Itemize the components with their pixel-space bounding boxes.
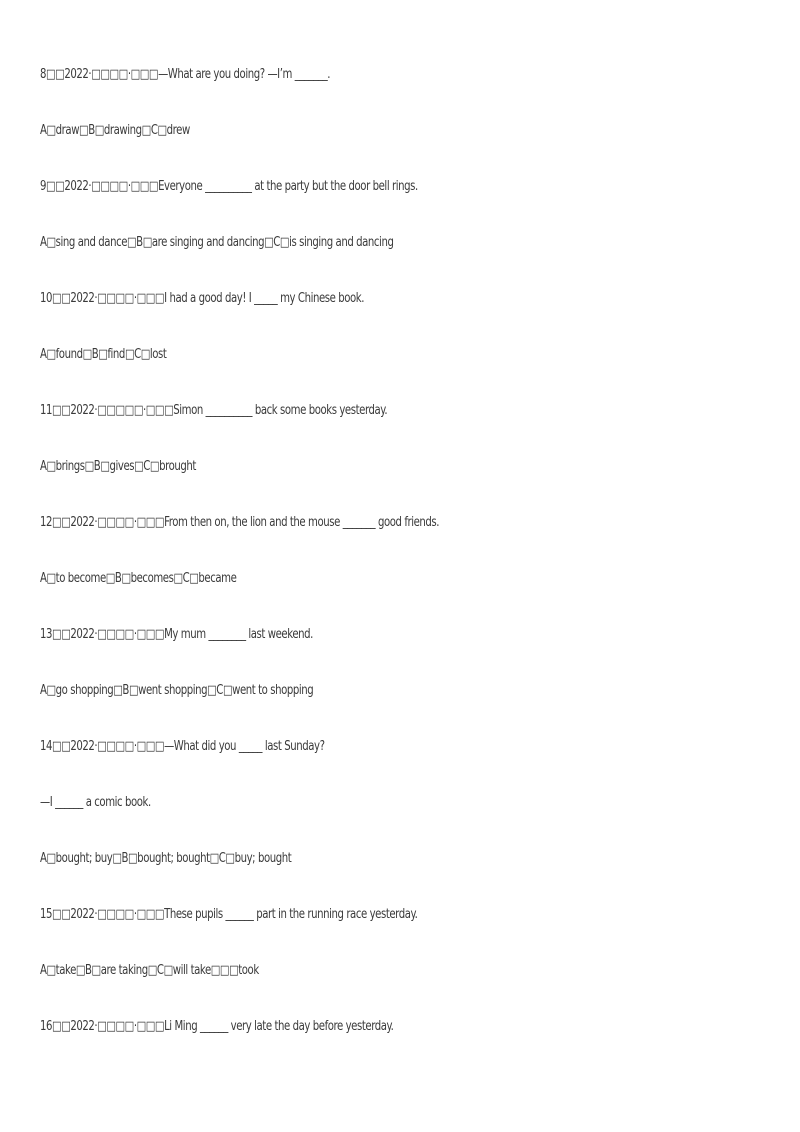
question-15: 15□□2022·□□□□·□□□These pupils ______ part in the running race yesterday. bbox=[40, 907, 418, 922]
question-9: 9□□2022·□□□□·□□□Everyone __________ at the party but the door bell rings. bbox=[40, 179, 418, 194]
question-10: 10□□2022·□□□□·□□□I had a good day! I _____ my Chinese book. bbox=[40, 291, 365, 306]
question-13-options: A□go shopping□B□went shopping□C□went to shopping bbox=[40, 683, 314, 698]
question-11-options: A□brings□B□gives□C□brought bbox=[40, 459, 196, 474]
question-16: 16□□2022·□□□□·□□□Li Ming ______ very late the day before yesterday. bbox=[40, 1019, 394, 1034]
question-14-reply: —I ______ a comic book. bbox=[40, 795, 151, 810]
question-9-options: A□sing and dance□B□are singing and dancing□C□is singing and dancing bbox=[40, 235, 394, 250]
question-14-options: A□bought; buy□B□bought; bought□C□buy; bought bbox=[40, 851, 292, 866]
question-13: 13□□2022·□□□□·□□□My mum ________ last weekend. bbox=[40, 627, 313, 642]
question-10-options: A□found□B□find□C□lost bbox=[40, 347, 167, 362]
question-12: 12□□2022·□□□□·□□□From then on, the lion and the mouse _______ good friends. bbox=[40, 515, 440, 530]
question-8-options: A□draw□B□drawing□C□drew bbox=[40, 123, 190, 138]
question-12-options: A□to become□B□becomes□C□became bbox=[40, 571, 237, 586]
question-8: 8□□2022·□□□□·□□□—What are you doing? —I’m _______. bbox=[40, 67, 331, 82]
question-11: 11□□2022·□□□□□·□□□Simon __________ back some books yesterday. bbox=[40, 403, 388, 418]
question-15-options: A□take□B□are taking□C□will take□□□took bbox=[40, 963, 259, 978]
question-14: 14□□2022·□□□□·□□□—What did you _____ last Sunday? bbox=[40, 739, 325, 754]
